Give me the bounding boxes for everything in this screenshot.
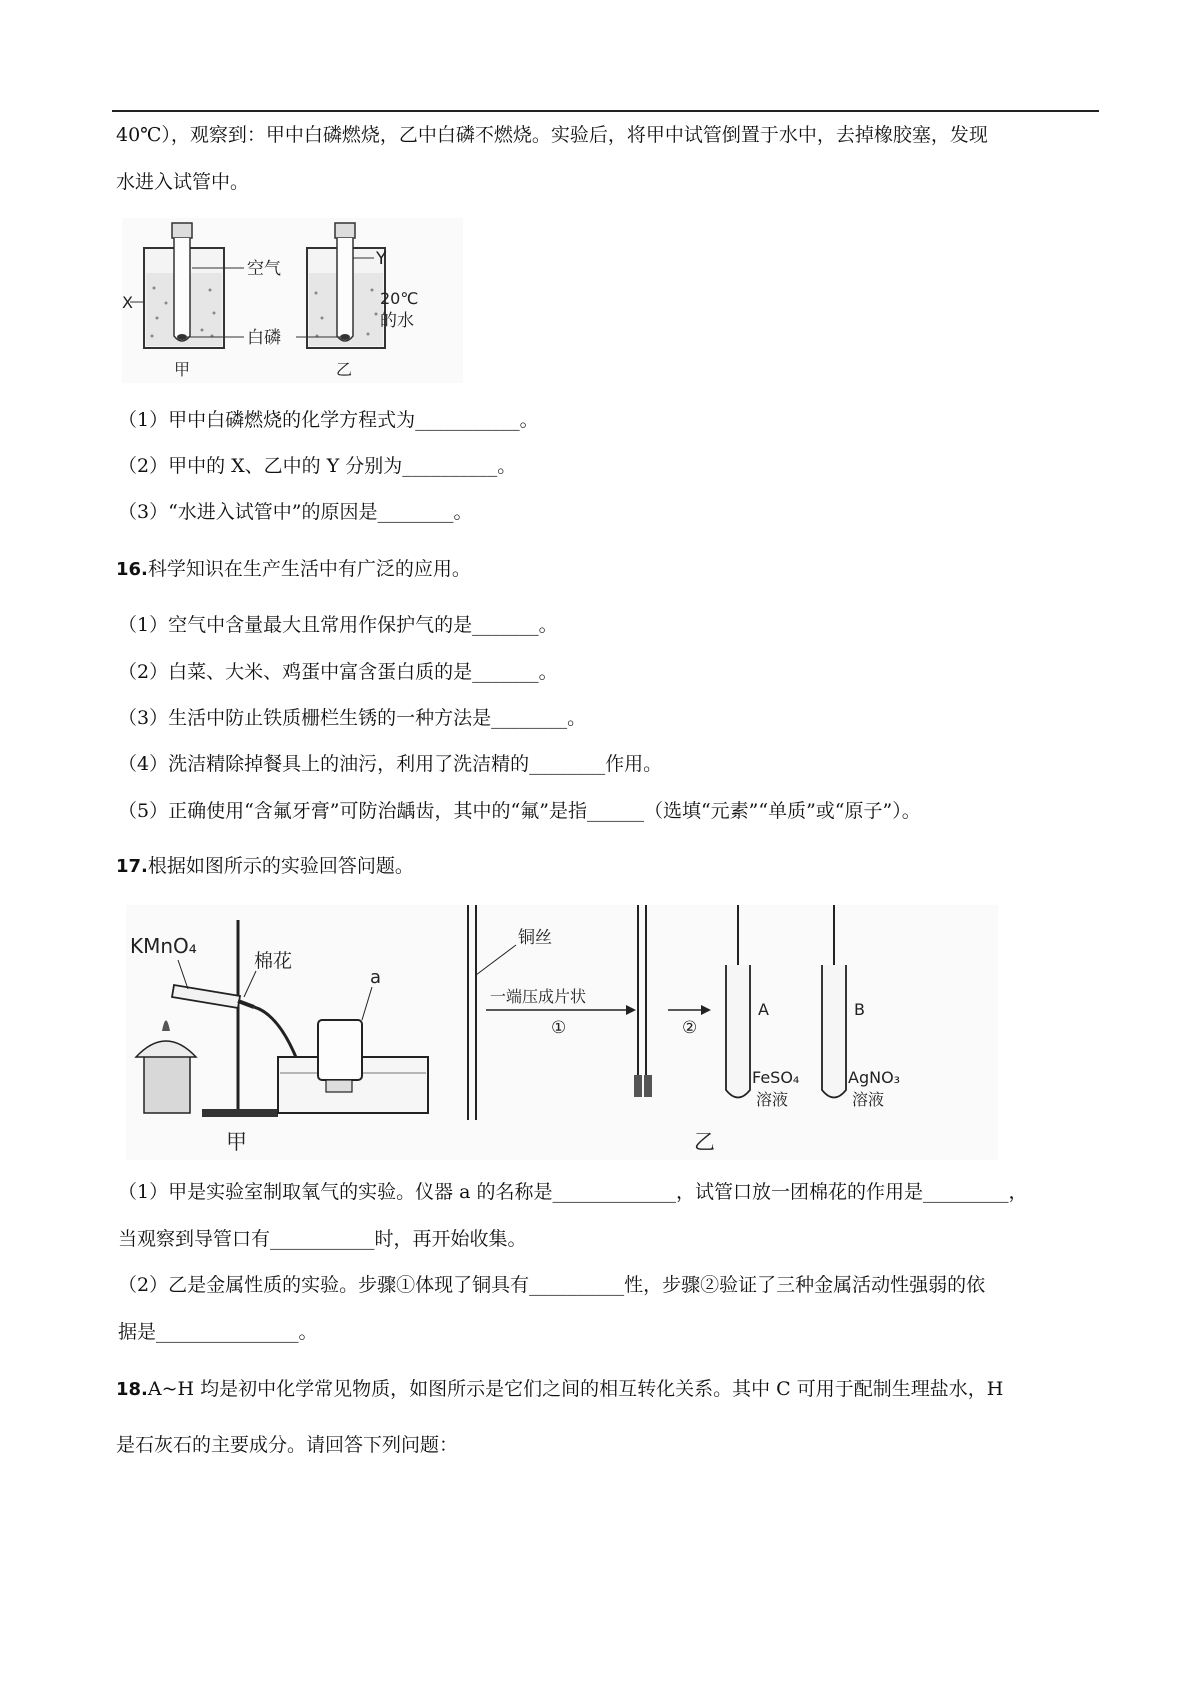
q15-line-2: 水进入试管中。 [116, 171, 250, 193]
q17-item-1: （1）甲是实验室制取氧气的实验。仪器 a 的名称是_____________，试管口放一团棉花的作用是_________， [118, 1181, 1028, 1203]
q15-figure [122, 218, 463, 383]
q15-fig-y-label: Y [376, 249, 387, 269]
q15-fig-x-label: X [122, 293, 133, 312]
q17-fig-step2-label: ② [682, 1018, 698, 1038]
q15-fig-water-label: 的水 [380, 311, 414, 331]
q17-stem [116, 852, 414, 881]
q15-item-2: （2）甲中的 X、乙中的 Y 分别为__________。 [118, 455, 517, 477]
q17-fig-feso4-label: FeSO₄ [752, 1068, 800, 1087]
q17-stem-text: 根据如图所示的实验回答问题。 [147, 855, 414, 877]
q16-item-5: （5）正确使用“含氟牙膏”可防治龋齿，其中的“氟”是指______（选填“元素”“单质”或“原子”）。 [118, 800, 921, 822]
q17-fig-B-label: B [854, 1000, 865, 1019]
q15-fig-phosphorus-label: 白磷 [247, 328, 281, 348]
q18-line-1-text: A~H 均是初中化学常见物质，如图所示是它们之间的相互转化关系。其中 C 可用于配制生理盐水，H [147, 1378, 1004, 1400]
q17-item-4: 据是_______________。 [118, 1321, 318, 1343]
q17-fig-jia-label: 甲 [226, 1130, 247, 1154]
q17-fig-a-label: a [370, 967, 382, 988]
q18-line-1 [116, 1375, 1003, 1404]
q18-line-2: 是石灰石的主要成分。请回答下列问题： [116, 1434, 459, 1456]
q16-stem-text: 科学知识在生产生活中有广泛的应用。 [147, 558, 471, 580]
header-rule [112, 110, 1099, 112]
q16-item-4: （4）洗洁精除掉餐具上的油污，利用了洗洁精的________作用。 [118, 753, 663, 775]
q17-fig-cotton-label: 棉花 [254, 950, 293, 972]
q17-item-2: 当观察到导管口有___________时，再开始收集。 [118, 1228, 527, 1250]
q16-item-2: （2）白菜、大米、鸡蛋中富含蛋白质的是_______。 [118, 661, 558, 683]
q17-item-3: （2）乙是金属性质的实验。步骤①体现了铜具有__________性，步骤②验证了三种金属活动性强弱的依 [118, 1274, 986, 1296]
q15-fig-jia-label: 甲 [174, 360, 191, 379]
q17-fig-step1-text: 一端压成片状 [490, 987, 587, 1006]
q17-fig-copper-wire-label: 铜丝 [518, 928, 552, 948]
q15-fig-yi-label: 乙 [336, 360, 353, 379]
q16-item-1: （1）空气中含量最大且常用作保护气的是_______。 [118, 614, 558, 636]
q15-fig-water-temp-label: 20℃ [380, 289, 419, 308]
q16-item-3: （3）生活中防止铁质栅栏生锈的一种方法是________。 [118, 707, 587, 729]
q15-line-1: 40℃），观察到：甲中白磷燃烧，乙中白磷不燃烧。实验后，将甲中试管倒置于水中，去掉橡胶塞，发现 [116, 124, 988, 146]
q17-fig-step1-label: ① [551, 1018, 567, 1038]
q18-number: 18. [116, 1379, 148, 1400]
q17-fig-yi-label: 乙 [694, 1130, 715, 1154]
q15-item-1: （1）甲中白磷燃烧的化学方程式为___________。 [118, 409, 539, 431]
q17-fig-solution-b-label: 溶液 [852, 1090, 885, 1109]
q16-stem [116, 555, 471, 584]
q16-number: 16. [116, 559, 148, 580]
q17-number: 17. [116, 856, 148, 877]
q17-fig-A-label: A [758, 1000, 769, 1019]
q17-fig-kmno4-label: KMnO₄ [130, 934, 197, 958]
q17-fig-solution-a-label: 溶液 [756, 1090, 789, 1109]
q17-figure [126, 905, 998, 1160]
q17-fig-agno3-label: AgNO₃ [848, 1068, 901, 1087]
q15-fig-air-label: 空气 [247, 259, 281, 279]
q15-item-3: （3）“水进入试管中”的原因是________。 [118, 501, 473, 523]
